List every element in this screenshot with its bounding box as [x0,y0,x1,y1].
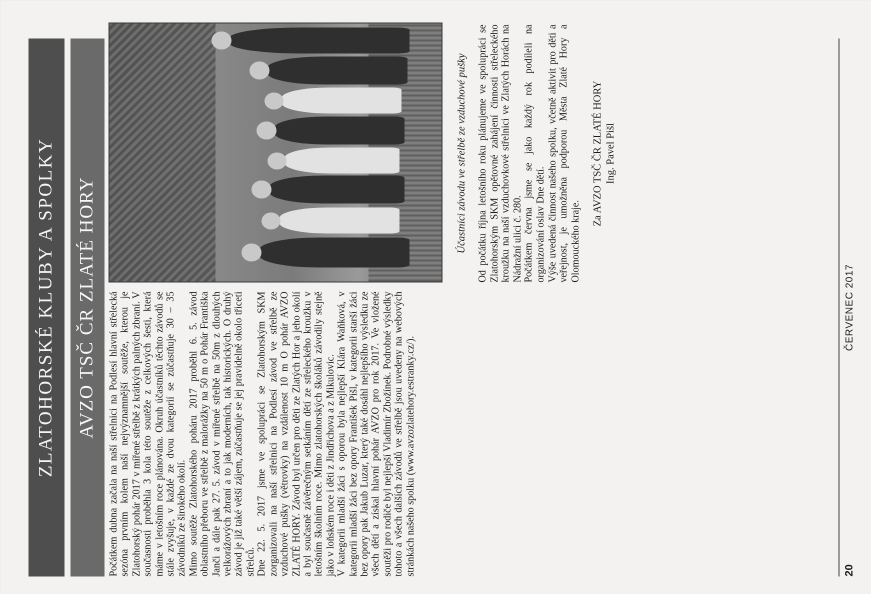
photo-person-head [241,243,261,261]
page-footer [838,38,859,576]
article-body [108,291,416,576]
section-banner [28,38,64,576]
signature-name: Ing. Pavel Pišl [605,122,617,184]
issue-date: ČERVENEC 2017 [844,263,855,351]
signature-org: Za AVZO TSČ ČR ZLATÉ HORY [592,80,604,226]
photo-person-head [251,180,271,198]
article-paragraph: Mimo soutěže Zlatohorského poháru 2017 proběhl 6. 5. závod oblastního přeboru ve střelbě z malorážky na 50 m o Pohár Františka Janči a dále pak 27. 5. závod v mířené střelbě na 50m z dlouhých velkorážových zbraní a to jak moderních, tak historických. O druhý závod je již také větší zájem, zúčastňuje se jej pravidelně okolo třiceti střelců. [187,291,256,576]
article-paragraph: Počátkem června jsme se jako každý rok podíleli na organizování oslav Dne dětí. [523,24,546,282]
photo-person-head [261,212,280,229]
photo-person [274,116,404,144]
article-title-band [70,38,104,576]
photo-person-head [267,152,286,169]
photo-caption: Účastníci závodu ve střelbě ze vzduchové pušky [456,52,467,254]
photo-person [279,207,399,233]
signature-block [591,24,617,282]
group-photo [108,22,442,282]
photo-background-trees [109,23,215,281]
photo-person [281,87,401,113]
photo-person [269,175,404,203]
photo-person [229,27,409,53]
article-body-continued [477,24,581,282]
photo-person-head [211,31,231,49]
section-title: ZLATOHORSKÉ KLUBY A SPOLKY [35,137,56,477]
right-column [108,24,617,282]
article-paragraph: Dne 22. 5. 2017 jsme ve spolupráci se Zlatohorským SKM zorganizovali na naší střelnici na Podlesí závod ve střelbě ze vzduchové pušky (větrovky) na vzdálenost 10 m O pohár AVZO ZLATÉ HORY. Závod byl určen pro děti ze Zlatých Hor a jeho okolí a byl současně závěrečným setkáním dětí ze střeleckého kroužku v letošním školním roce. Mimo zlatohorských školáků závodily stejně jako v loňském roce i děti z Jindřichova a z Mikulovic. [256,291,336,576]
article-paragraph: V kategorii mladší žáci s oporou byla nejlepší Klára Waňková, v kategorii mladší žáci bez opory František Pišl, v kategorii starší žáci bez opory pak Jakub Luzar, který také dosáhl nejlepšího výsledku ze všech dětí a získal hlavní pohár AVZO pro rok 2017. Ve vložené soutěži pro rodiče byl nejlepší Vladimír Zbožínek. Podrobné výsledky tohoto a všech dalších závodů ve střelbě jsou uvedeny na webových stránkách našeho spolku (www.avzozlatehory.estranky.cz/). [336,291,416,576]
photo-person-head [264,92,283,109]
photo-person [284,147,399,173]
page-number: 20 [843,563,855,576]
article-paragraph: Počátkem dubna začala na naší střelnici na Podlesí hlavní střelecká sezóna prvním kolem naší nejvýznamnější soutěže, kterou je Zlatohorský pohár 2017 v mířené střelbě z krátkých palných zbraní. V současnosti proběhla 3 kola této soutěže z celkových šesti, která máme v letošním roce plánována. Okruh účastníků těchto závodů se stále zvyšuje, v každé ze dvou kategorií se zúčastňuje 30 – 35 závodníků ze širokého okolí. [108,291,188,576]
photo-person-head [249,61,269,79]
article-title: AVZO TSČ ČR ZLATÉ HORY [76,176,97,438]
article-paragraph: Výše uvedená činnost našeho spolku, včetně aktivit pro děti a veřejnost, je umožněna podporou Města Zlaté Hory a Olomouckého kraje. [546,24,581,282]
photo-person [259,237,409,267]
photo-person [267,56,407,84]
photo-person-head [256,121,276,139]
article-paragraph: Od počátku října letošního roku plánujeme ve spolupráci se Zlatohorským SKM opětovné zahájení činnosti střeleckého kroužku na naší vzduchovkové střelnici ve Zlatých Horách na Nádražní ulici č. 280. [477,24,523,282]
